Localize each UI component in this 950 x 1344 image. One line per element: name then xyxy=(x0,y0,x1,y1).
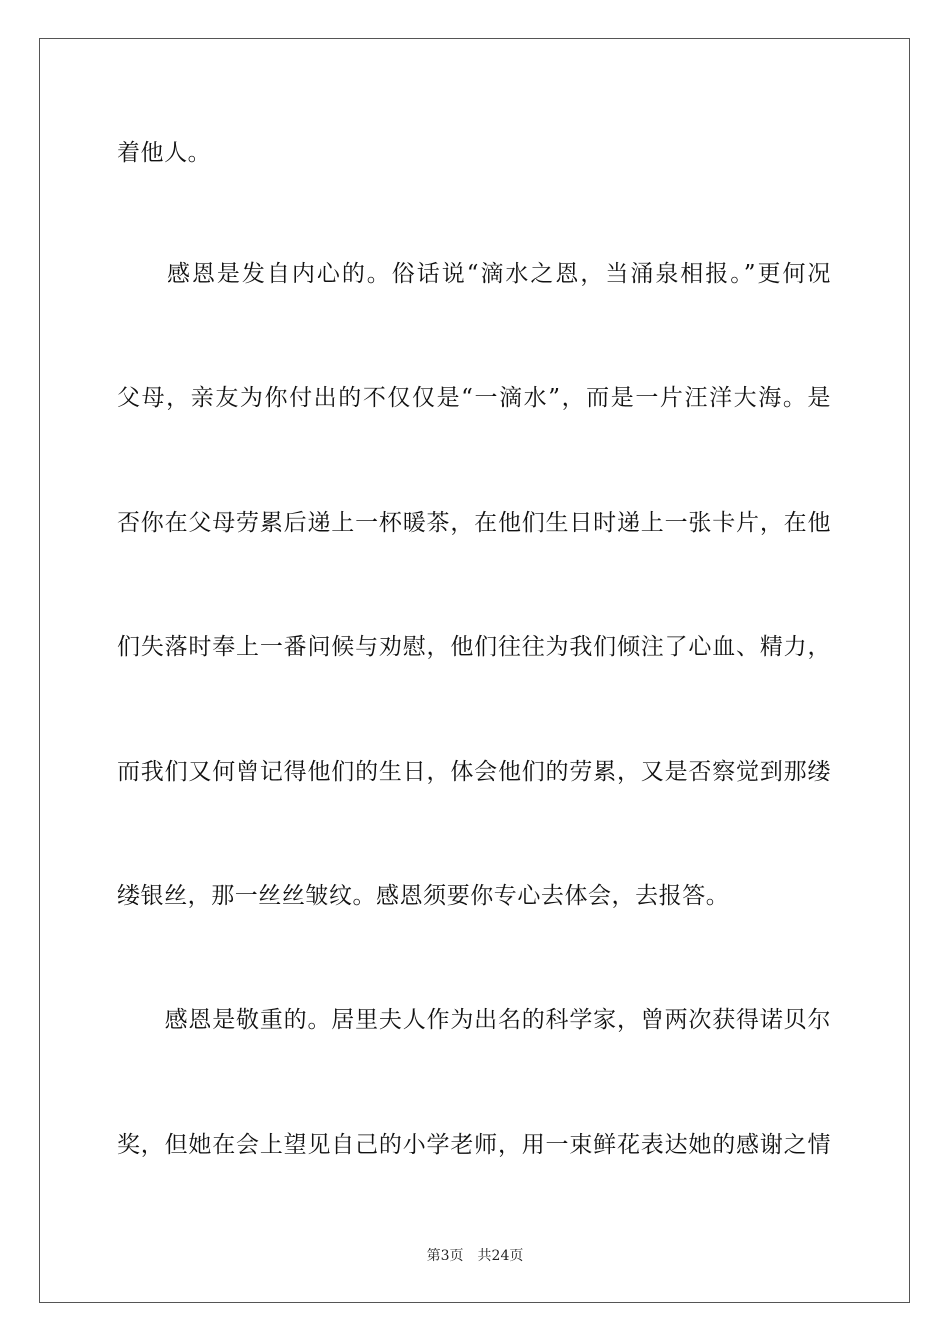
page-total: 共24页 xyxy=(477,1248,524,1264)
text-line: 着他人。 xyxy=(117,140,212,166)
text-line: 们失落时奉上一番问候与劝慰，他们往往为我们倾注了心血、精力， xyxy=(117,634,831,660)
page-footer xyxy=(0,1247,950,1265)
page-number: 第3页 xyxy=(426,1248,464,1264)
page-border xyxy=(39,38,910,1303)
text-line: 奖，但她在会上望见自己的小学老师，用一束鲜花表达她的感谢之情 xyxy=(117,1132,831,1158)
text-line: 感恩是敬重的。居里夫人作为出名的科学家，曾两次获得诺贝尔 xyxy=(117,1007,831,1033)
text-line: 缕银丝，那一丝丝皱纹。感恩须要你专心去体会，去报答。 xyxy=(117,883,730,909)
text-line: 否你在父母劳累后递上一杯暖茶，在他们生日时递上一张卡片，在他 xyxy=(117,510,831,536)
text-line: 感恩是发自内心的。俗话说“滴水之恩，当涌泉相报。”更何况 xyxy=(117,261,831,287)
text-line: 而我们又何曾记得他们的生日，体会他们的劳累，又是否察觉到那缕 xyxy=(117,759,831,785)
text-line: 父母，亲友为你付出的不仅仅是“一滴水”，而是一片汪洋大海。是 xyxy=(117,385,831,411)
